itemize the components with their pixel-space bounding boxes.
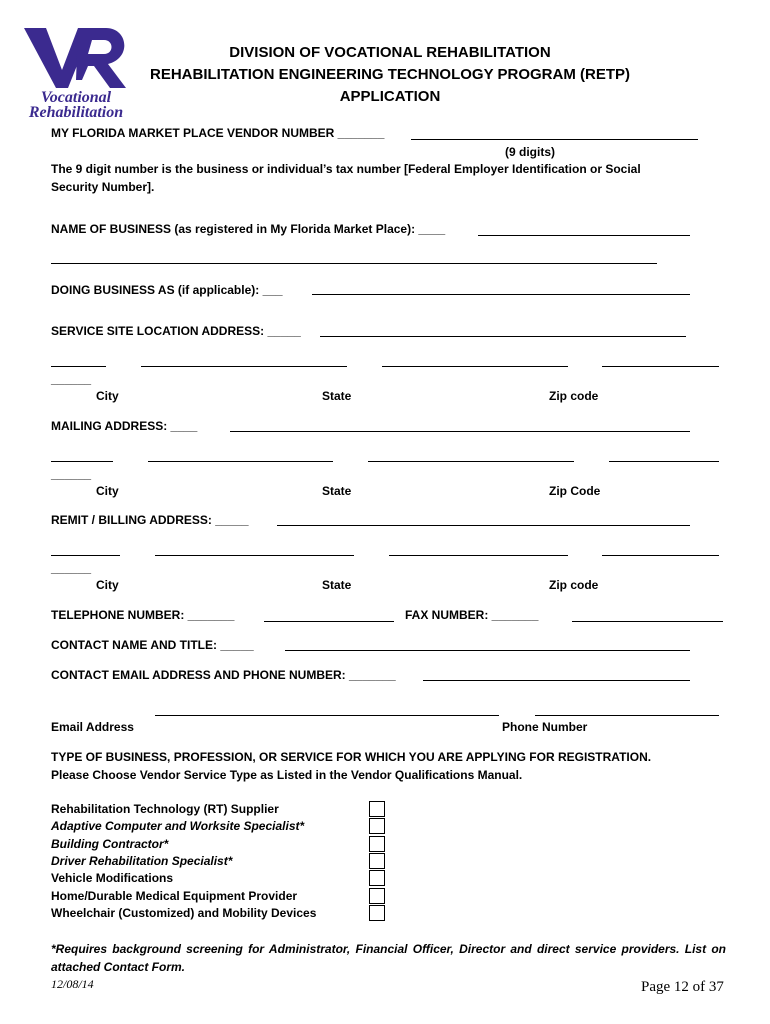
option-rt-supplier: Rehabilitation Technology (RT) Supplier — [51, 802, 279, 816]
background-screening-note: *Requires background screening for Administrator, Financial Officer, Director and direct service providers. List on attached Contact Form. — [51, 942, 726, 974]
logo-text-rehabilitation: Rehabilitation — [28, 104, 124, 121]
vendor-number-label: MY FLORIDA MARKET PLACE VENDOR NUMBER _______ — [51, 126, 385, 140]
remit-state-caption: State — [322, 578, 352, 592]
remit-line-1[interactable] — [51, 555, 120, 556]
vendor-number-field[interactable] — [411, 139, 698, 140]
checkbox-adaptive-computer[interactable] — [369, 818, 385, 834]
option-vehicle-modifications: Vehicle Modifications — [51, 871, 174, 885]
remit-city-field[interactable] — [155, 555, 354, 556]
dba-label: DOING BUSINESS AS (if applicable): ___ — [51, 283, 283, 297]
email-address-caption: Email Address — [51, 720, 134, 734]
fax-field[interactable] — [572, 621, 723, 622]
mailing-state-field[interactable] — [368, 461, 574, 462]
option-wheelchair: Wheelchair (Customized) and Mobility Devices — [51, 906, 317, 920]
logo-text-vocational: Vocational — [40, 89, 112, 106]
remit-state-field[interactable] — [389, 555, 568, 556]
footer-date: 12/08/14 — [51, 977, 94, 991]
mailing-city-caption: City — [96, 484, 119, 498]
option-adaptive-computer: Adaptive Computer and Worksite Specialist* — [51, 819, 305, 833]
mailing-line-1[interactable] — [51, 461, 113, 462]
remit-label: REMIT / BILLING ADDRESS: _____ — [51, 513, 249, 527]
option-driver-rehab: Driver Rehabilitation Specialist* — [51, 854, 233, 868]
service-site-line-1[interactable] — [51, 366, 106, 367]
mailing-short-line: ______ — [51, 467, 92, 481]
contact-email-phone-label: CONTACT EMAIL ADDRESS AND PHONE NUMBER: _______ — [51, 668, 396, 682]
service-site-label: SERVICE SITE LOCATION ADDRESS: _____ — [51, 324, 301, 338]
remit-city-caption: City — [96, 578, 119, 592]
service-site-state-caption: State — [322, 389, 352, 403]
dba-field[interactable] — [312, 294, 690, 295]
mailing-zip-caption: Zip Code — [549, 484, 601, 498]
service-site-state-field[interactable] — [382, 366, 568, 367]
mailing-zip-field[interactable] — [609, 461, 719, 462]
mailing-city-field[interactable] — [148, 461, 333, 462]
option-building-contractor: Building Contractor* — [51, 837, 169, 851]
type-heading: TYPE OF BUSINESS, PROFESSION, OR SERVICE FOR WHICH YOU ARE APPLYING FOR REGISTRATION. — [51, 750, 652, 764]
service-site-zip-caption: Zip code — [549, 389, 599, 403]
remit-short-line: ______ — [51, 561, 92, 575]
service-site-field[interactable] — [320, 336, 686, 337]
contact-name-field[interactable] — [285, 650, 690, 651]
header-program: REHABILITATION ENGINEERING TECHNOLOGY PROGRAM (RETP) — [149, 66, 630, 83]
contact-name-label: CONTACT NAME AND TITLE: _____ — [51, 638, 254, 652]
business-name-field[interactable] — [478, 235, 690, 236]
business-name-label: NAME OF BUSINESS (as registered in My Florida Market Place): ____ — [51, 222, 446, 236]
remit-zip-caption: Zip code — [549, 578, 599, 592]
contact-email-phone-field[interactable] — [423, 680, 690, 681]
mailing-field[interactable] — [230, 431, 690, 432]
phone-number-field[interactable] — [535, 715, 719, 716]
checkbox-driver-rehab[interactable] — [369, 853, 385, 869]
service-site-zip-field[interactable] — [602, 366, 719, 367]
header-application: APPLICATION — [339, 88, 441, 105]
service-site-short-line: ______ — [51, 372, 92, 386]
checkbox-rt-supplier[interactable] — [369, 801, 385, 817]
remit-zip-field[interactable] — [602, 555, 719, 556]
mailing-state-caption: State — [322, 484, 352, 498]
fax-label: FAX NUMBER: _______ — [405, 608, 539, 622]
checkbox-home-medical[interactable] — [369, 888, 385, 904]
remit-field[interactable] — [277, 525, 690, 526]
option-home-medical: Home/Durable Medical Equipment Provider — [51, 889, 298, 903]
service-site-city-field[interactable] — [141, 366, 347, 367]
phone-number-caption: Phone Number — [502, 720, 588, 734]
telephone-label: TELEPHONE NUMBER: _______ — [51, 608, 235, 622]
mailing-label: MAILING ADDRESS: ____ — [51, 419, 198, 433]
email-address-field[interactable] — [155, 715, 499, 716]
vendor-description-2: Security Number]. — [51, 180, 155, 194]
service-site-city-caption: City — [96, 389, 119, 403]
type-subheading: Please Choose Vendor Service Type as Listed in the Vendor Qualifications Manual. — [51, 768, 523, 782]
checkbox-building-contractor[interactable] — [369, 836, 385, 852]
header-division: DIVISION OF VOCATIONAL REHABILITATION — [229, 44, 551, 61]
checkbox-vehicle-modifications[interactable] — [369, 870, 385, 886]
telephone-field[interactable] — [264, 621, 394, 622]
vendor-description-1: The 9 digit number is the business or individual’s tax number [Federal Employer Identification or Social — [51, 162, 641, 176]
vendor-digits-note: (9 digits) — [505, 145, 555, 159]
footer-page-number: Page 12 of 37 — [641, 979, 724, 995]
checkbox-wheelchair[interactable] — [369, 905, 385, 921]
business-name-field-2[interactable] — [51, 263, 657, 264]
